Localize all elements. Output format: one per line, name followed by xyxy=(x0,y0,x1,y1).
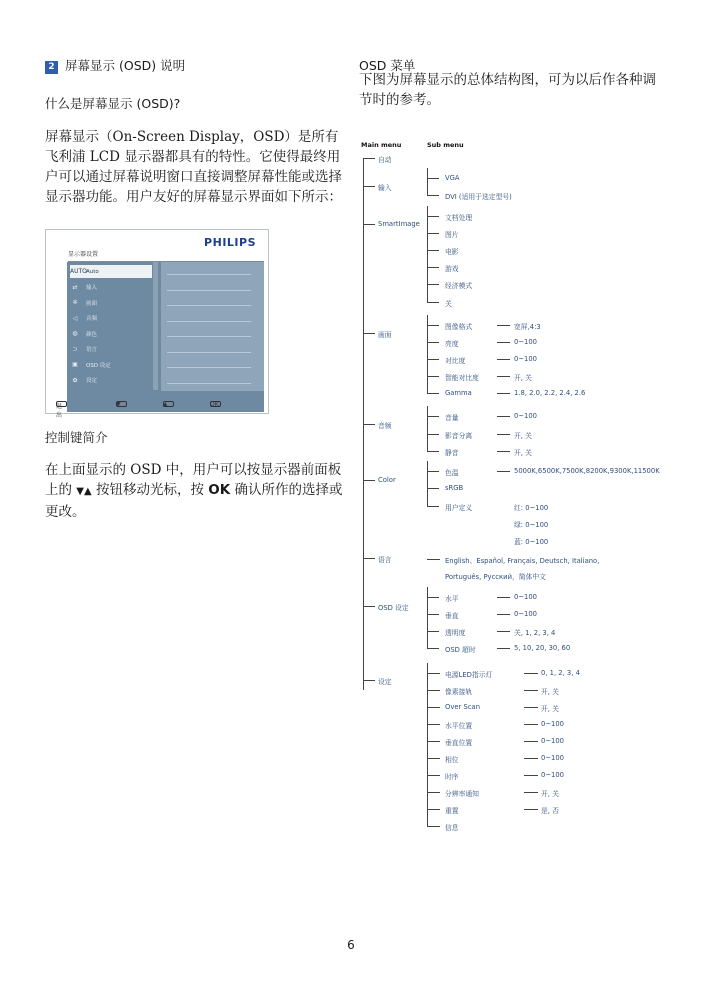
controls-heading: 控制键简介 xyxy=(45,430,108,445)
sub-menu-item: 影音分离 xyxy=(445,432,473,440)
sub-menu-item: 重置 xyxy=(445,807,459,815)
osd-submenu-line xyxy=(167,367,251,368)
tree-connector xyxy=(427,359,439,360)
sub-menu-item: 分辨率通知 xyxy=(445,790,479,798)
osd-submenu-line xyxy=(167,290,251,291)
tree-connector xyxy=(427,597,439,598)
tree-connector xyxy=(427,663,428,826)
sub-menu-item: sRGB xyxy=(445,484,464,492)
osd-submenu-line xyxy=(167,305,251,306)
tree-connector xyxy=(497,325,510,326)
tree-connector xyxy=(524,809,538,810)
osd-menu xyxy=(67,262,153,391)
sub-menu-header: Sub menu xyxy=(427,141,464,149)
sub-menu-item: 文档处理 xyxy=(445,214,473,222)
menu-value: 关, 1, 2, 3, 4 xyxy=(514,629,556,637)
tree-connector xyxy=(427,488,439,489)
osd-submenu-line xyxy=(167,336,251,337)
osd-menu-label: Auto xyxy=(86,268,99,275)
osd-menu-icon: ▣ xyxy=(72,361,78,368)
tree-connector xyxy=(363,606,375,607)
tree-connector xyxy=(497,359,510,360)
sub-menu-item: 时序 xyxy=(445,773,459,781)
tree-connector xyxy=(497,471,510,472)
osd-title: 显示器设置 xyxy=(68,249,264,262)
osd-submenu-line xyxy=(167,383,251,384)
osd-menu-label: 颜色 xyxy=(86,331,98,338)
tree-connector xyxy=(427,775,440,776)
sub-menu-item: 亮度 xyxy=(445,340,459,348)
tree-connector xyxy=(524,707,538,708)
menu-value: 1.8, 2.0, 2.2, 2.4, 2.6 xyxy=(514,389,586,397)
menu-value: 开, 关 xyxy=(541,790,559,798)
user-define-value: 绿: 0~100 xyxy=(514,521,549,529)
osd-footer-label: 退出 xyxy=(56,403,63,419)
sub-menu-item: OSD 超时 xyxy=(445,646,476,654)
tree-connector xyxy=(427,631,439,632)
sub-menu-item: 信息 xyxy=(445,824,459,832)
sub-menu-item: DVI (适用于选定型号) xyxy=(445,193,512,201)
main-menu-item: OSD 设定 xyxy=(378,604,409,612)
sub-menu-item: 水平 xyxy=(445,595,459,603)
main-menu-item: Color xyxy=(378,476,396,484)
menu-value: 5, 10, 20, 30, 60 xyxy=(514,644,571,652)
osd-menu-icon: ◁ xyxy=(72,314,78,322)
tree-connector xyxy=(524,792,538,793)
tree-connector xyxy=(427,690,440,691)
sub-menu-item: Gamma xyxy=(445,389,472,397)
osd-menu-label: OSD 设定 xyxy=(86,362,111,369)
tree-connector xyxy=(427,741,440,742)
tree-connector xyxy=(363,680,375,681)
sub-menu-item: 音量 xyxy=(445,414,459,422)
tree-connector xyxy=(524,724,538,725)
what-is-paragraph: 屏幕显示（On-Screen Display，OSD）是所有飞利浦 LCD 显示器都具有的特性。它使得最终用户可以通过屏幕说明窗口直接调整屏幕性能或选择显示器功能。用户友好的屏幕显示界面如下所示： xyxy=(45,129,342,205)
menu-value: 开, 关 xyxy=(514,432,532,440)
tree-connector xyxy=(427,233,439,234)
sub-menu-item: 像素接轨 xyxy=(445,688,473,696)
tree-connector xyxy=(497,393,510,394)
tree-connector xyxy=(427,559,440,560)
sub-menu-item: 静音 xyxy=(445,449,459,457)
osd-screenshot xyxy=(45,229,269,419)
tree-connector xyxy=(363,480,375,481)
osd-menu-paragraph: 下图为屏幕显示的总体结构图，可为以后作各种调节时的参考。 xyxy=(359,72,656,108)
sub-menu-item: 相位 xyxy=(445,756,459,764)
tree-connector xyxy=(427,406,428,451)
section-number: 2 xyxy=(45,61,58,74)
osd-footer xyxy=(46,391,268,419)
osd-menu-label: 画面 xyxy=(86,300,98,307)
sub-menu-item: VGA xyxy=(445,174,460,182)
menu-value: 0~100 xyxy=(514,412,537,420)
controls-text-a: 在上面显示的 OSD 中，用户可以按显示器前面板上的 xyxy=(45,462,342,498)
user-define-value: 蓝: 0~100 xyxy=(514,538,549,546)
osd-menu-label: 音频 xyxy=(86,316,98,322)
tree-connector xyxy=(427,614,439,615)
tree-connector xyxy=(524,673,538,674)
tree-connector xyxy=(427,471,439,472)
main-menu-item: 语言 xyxy=(378,556,392,564)
section-title: 屏幕显示 (OSD) 说明 xyxy=(65,58,186,73)
tree-connector xyxy=(427,376,439,377)
osd-menu-heading: OSD 菜单 xyxy=(359,58,416,73)
menu-value: 0~100 xyxy=(541,754,564,762)
osd-submenu-line xyxy=(167,321,251,322)
sub-menu-item: 垂直位置 xyxy=(445,739,473,747)
sub-menu-item: 智能对比度 xyxy=(445,374,479,382)
tree-connector xyxy=(427,315,428,393)
tree-connector xyxy=(497,597,510,598)
tree-connector xyxy=(427,216,439,217)
menu-value: 宽屏,4:3 xyxy=(514,323,541,331)
main-menu-item: 输入 xyxy=(378,184,392,192)
tree-connector xyxy=(363,186,375,187)
tree-connector xyxy=(427,325,439,326)
tree-connector xyxy=(497,614,510,615)
ok-key-label: OK xyxy=(208,482,231,498)
tree-connector xyxy=(427,393,439,394)
tree-connector xyxy=(497,342,510,343)
osd-submenu-line xyxy=(167,274,251,275)
main-menu-item: 音频 xyxy=(378,422,392,430)
menu-value: 0~100 xyxy=(541,720,564,728)
sub-menu-item: 经济模式 xyxy=(445,282,473,290)
tree-connector xyxy=(427,758,440,759)
osd-menu-item[interactable] xyxy=(70,374,152,387)
tree-connector xyxy=(427,461,428,506)
menu-value: 是, 否 xyxy=(541,807,559,815)
sub-menu-item: 电影 xyxy=(445,248,459,256)
main-menu-header: Main menu xyxy=(361,141,402,149)
osd-scrollbar xyxy=(153,262,158,390)
sub-menu-item: 图片 xyxy=(445,231,459,239)
language-list: Português, Русский，简体中文 xyxy=(445,573,546,581)
sub-menu-item: 关 xyxy=(445,300,452,308)
tree-connector xyxy=(497,376,510,377)
main-menu-item: 自动 xyxy=(378,156,392,164)
osd-menu-tree xyxy=(358,140,688,860)
menu-value: 开, 关 xyxy=(541,705,559,713)
osd-footer-label: ▼ xyxy=(116,401,121,408)
osd-menu-item[interactable] xyxy=(70,343,152,356)
osd-menu-label: 设定 xyxy=(86,378,98,384)
osd-menu-item[interactable] xyxy=(70,296,152,309)
osd-menu-item[interactable] xyxy=(70,358,152,371)
user-define-value: 红: 0~100 xyxy=(514,504,549,512)
menu-value: 5000K,6500K,7500K,8200K,9300K,11500K xyxy=(514,467,660,475)
osd-menu-icon: ◍ xyxy=(72,330,78,337)
language-list: English、Español, Français, Deutsch, Italiano, xyxy=(445,557,600,565)
sub-menu-item: 对比度 xyxy=(445,357,466,365)
osd-menu-icon: ⊃ xyxy=(72,345,78,353)
tree-connector xyxy=(497,434,510,435)
tree-connector xyxy=(427,673,440,674)
tree-connector xyxy=(427,302,439,303)
osd-footer-label: OK xyxy=(210,401,219,408)
menu-value: 开, 关 xyxy=(514,374,532,382)
tree-connector xyxy=(497,648,510,649)
tree-connector xyxy=(497,416,510,417)
arrow-keys-icon: ▼▲ xyxy=(76,486,92,497)
osd-menu-icon: ⇄ xyxy=(72,283,78,291)
tree-connector xyxy=(363,558,375,559)
sub-menu-item: Over Scan xyxy=(445,703,481,711)
sub-menu-item: 色温 xyxy=(445,469,459,477)
menu-value: 0, 1, 2, 3, 4 xyxy=(541,669,580,677)
tree-connector xyxy=(427,724,440,725)
tree-connector xyxy=(427,506,439,507)
tree-connector xyxy=(427,267,439,268)
menu-value: 开, 关 xyxy=(514,449,532,457)
menu-value: 0~100 xyxy=(514,355,537,363)
main-menu-item: 画面 xyxy=(378,331,392,339)
tree-connector xyxy=(497,631,510,632)
tree-connector xyxy=(363,224,375,225)
menu-value: 0~100 xyxy=(541,737,564,745)
tree-connector xyxy=(524,690,538,691)
osd-menu-item[interactable] xyxy=(70,327,152,340)
osd-body xyxy=(67,262,264,412)
osd-menu-item[interactable] xyxy=(70,265,152,278)
tree-connector xyxy=(427,416,439,417)
tree-connector xyxy=(427,178,439,179)
osd-menu-label: 语言 xyxy=(86,347,98,353)
tree-connector xyxy=(427,826,440,827)
osd-submenu-line xyxy=(167,352,251,353)
tree-connector xyxy=(427,707,440,708)
tree-connector xyxy=(524,741,538,742)
tree-connector xyxy=(363,158,375,159)
tree-connector xyxy=(363,333,375,334)
tree-connector xyxy=(427,168,428,195)
osd-menu-item[interactable] xyxy=(70,312,152,325)
tree-connector xyxy=(524,758,538,759)
tree-connector xyxy=(427,342,439,343)
tree-connector xyxy=(427,206,428,302)
tree-connector xyxy=(427,434,439,435)
tree-connector xyxy=(524,775,538,776)
osd-menu-icon: ✿ xyxy=(72,376,78,384)
tree-connector xyxy=(427,284,439,285)
menu-value: 0~100 xyxy=(541,771,564,779)
tree-connector xyxy=(427,648,439,649)
controls-text-c: 确认所作的选择或更改。 xyxy=(45,482,343,520)
menu-value: 0~100 xyxy=(514,593,537,601)
sub-menu-item: 电源LED指示灯 xyxy=(445,671,493,679)
tree-connector xyxy=(363,424,375,425)
sub-menu-item: 垂直 xyxy=(445,612,459,620)
tree-connector xyxy=(427,809,440,810)
tree-connector xyxy=(363,158,364,690)
tree-connector xyxy=(427,195,439,196)
sub-menu-item: 透明度 xyxy=(445,629,466,637)
tree-connector xyxy=(427,792,440,793)
tree-connector xyxy=(427,250,439,251)
menu-value: 0~100 xyxy=(514,338,537,346)
philips-logo: PHILIPS xyxy=(204,236,256,249)
osd-submenu xyxy=(161,262,264,391)
main-menu-item: 设定 xyxy=(378,678,392,686)
menu-value: 0~100 xyxy=(514,610,537,618)
osd-menu-icon: AUTO xyxy=(70,268,87,275)
tree-connector xyxy=(497,451,510,452)
controls-text-b: 按钮移动光标，按 xyxy=(95,482,204,498)
controls-paragraph xyxy=(45,460,345,522)
sub-menu-item: 游戏 xyxy=(445,265,459,273)
osd-menu-icon: ✲ xyxy=(72,299,78,306)
page-number: 6 xyxy=(347,938,355,952)
menu-value: 开, 关 xyxy=(541,688,559,696)
sub-menu-item: 用户定义 xyxy=(445,504,473,512)
osd-footer-label: ▲ xyxy=(163,401,168,408)
main-menu-item: SmartImage xyxy=(378,220,420,228)
what-is-heading: 什么是屏幕显示 (OSD)? xyxy=(45,96,181,111)
osd-menu-label: 输入 xyxy=(86,285,98,291)
sub-menu-item: 水平位置 xyxy=(445,722,473,730)
osd-menu-item[interactable] xyxy=(70,281,152,294)
sub-menu-item: 图像格式 xyxy=(445,323,473,331)
section-heading xyxy=(45,56,185,74)
tree-connector xyxy=(427,451,439,452)
